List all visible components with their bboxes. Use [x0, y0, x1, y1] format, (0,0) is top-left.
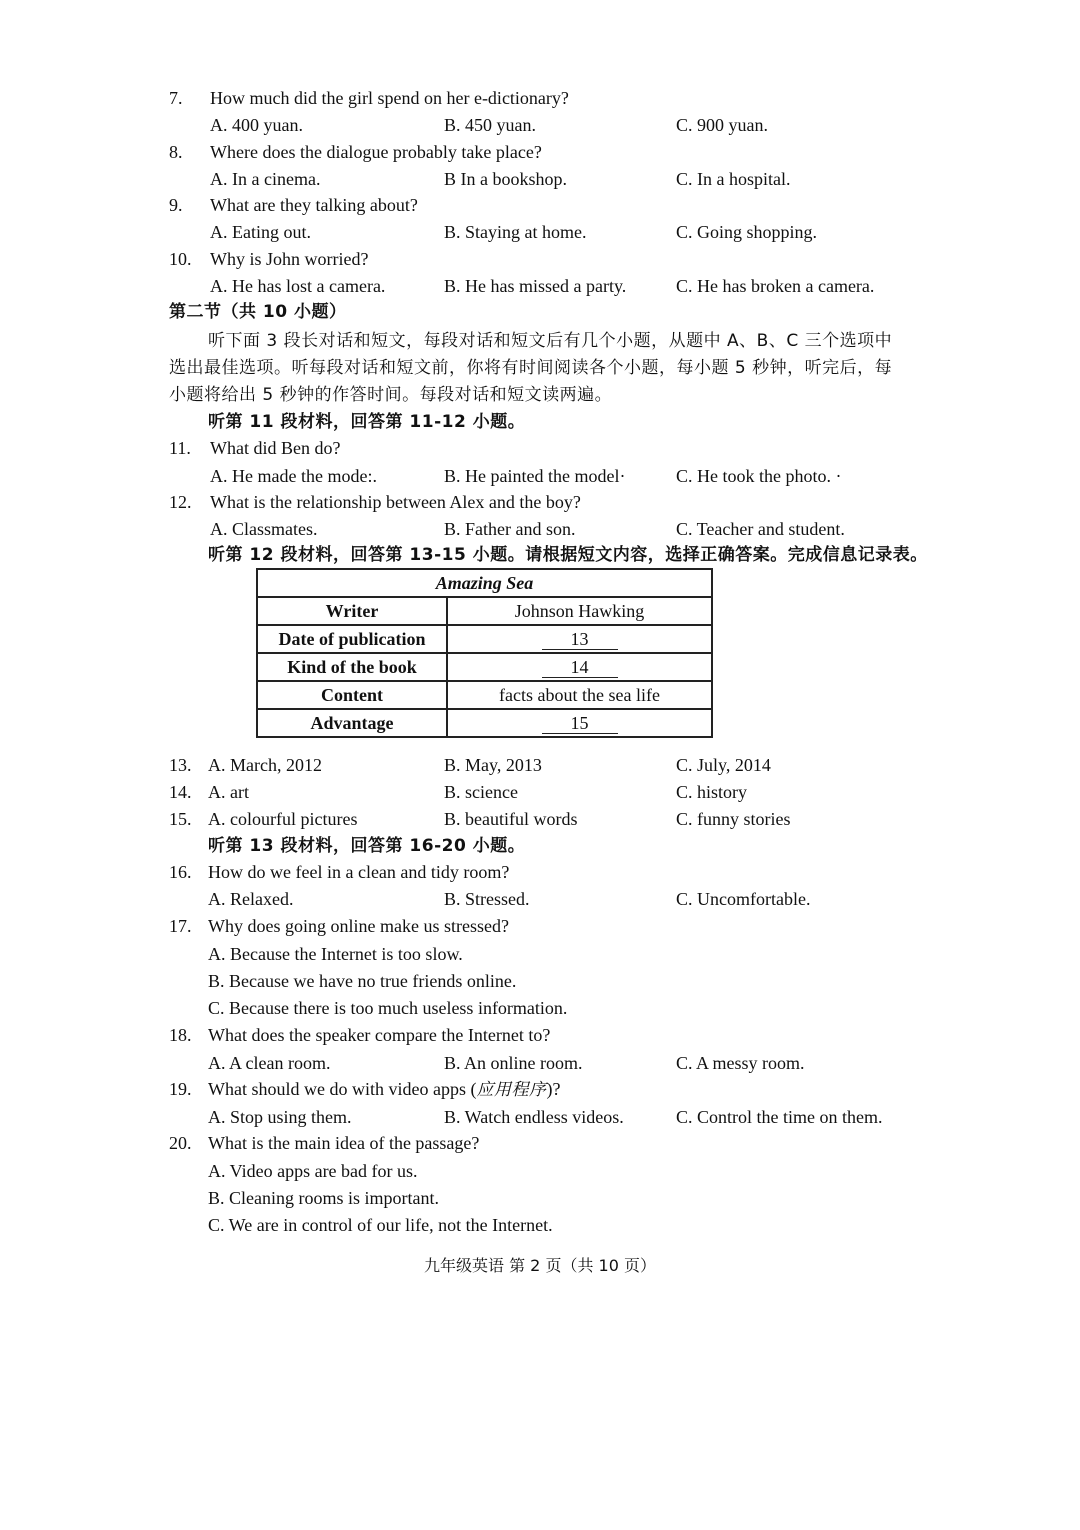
question-text: What did Ben do?	[210, 438, 341, 458]
option-a: A. 400 yuan.	[210, 115, 303, 135]
question-text: What does the speaker compare the Internet to?	[208, 1025, 551, 1045]
answer-blank: 14	[542, 657, 618, 678]
option-c: C. He has broken a camera.	[676, 276, 875, 296]
table-row	[257, 597, 712, 625]
table-title: Amazing Sea	[257, 569, 712, 597]
question-number: 9.	[169, 195, 183, 215]
option-c: C. history	[676, 782, 748, 802]
question-text: Where does the dialogue probably take place?	[210, 142, 542, 162]
option-c: C. 900 yuan.	[676, 115, 768, 135]
question-text-chinese: 应用程序	[476, 1080, 547, 1100]
question-number: 17.	[169, 916, 192, 936]
option-a: A. Video apps are bad for us.	[208, 1161, 418, 1181]
option-c: C. July, 2014	[676, 755, 771, 775]
option-a: A. In a cinema.	[210, 169, 321, 189]
option-a: A. Because the Internet is too slow.	[208, 944, 463, 964]
option-c: C. He took the photo. ·	[676, 466, 842, 486]
row-label: Kind of the book	[257, 653, 447, 681]
option-b: B. Father and son.	[444, 519, 576, 539]
question-number: 19.	[169, 1079, 192, 1099]
row-value-cell	[447, 709, 712, 737]
option-b: B. Staying at home.	[444, 222, 587, 242]
question-text: What is the relationship between Alex and the boy?	[210, 492, 581, 512]
row-label: Date of publication	[257, 625, 447, 653]
question-number: 7.	[169, 88, 183, 108]
question-text: Why does going online make us stressed?	[208, 916, 509, 936]
instruction-line: 选出最佳选项。听每段对话和短文前，你将有时间阅读各个小题，每小题 5 秒钟，听完后，每	[169, 358, 893, 378]
row-value: Johnson Hawking	[447, 597, 712, 625]
option-b: B. Stressed.	[444, 889, 530, 909]
question-text: What is the main idea of the passage?	[208, 1133, 480, 1153]
question-text: What are they talking about?	[210, 195, 418, 215]
option-b: B In a bookshop.	[444, 169, 567, 189]
option-a: A. Classmates.	[210, 519, 318, 539]
option-c: C. Teacher and student.	[676, 519, 845, 539]
info-record-table	[256, 568, 713, 738]
question-number: 8.	[169, 142, 183, 162]
option-a: A. He made the mode:.	[210, 466, 377, 486]
answer-blank: 15	[542, 713, 618, 734]
section-title: 第二节（共 10 小题）	[169, 302, 347, 322]
option-a: A. He has lost a camera.	[210, 276, 386, 296]
option-b: B. May, 2013	[444, 755, 542, 775]
question-number: 20.	[169, 1133, 192, 1153]
option-c: C. Because there is too much useless information.	[208, 998, 568, 1018]
instruction-line: 听下面 3 段长对话和短文，每段对话和短文后有几个小题，从题中 A、B、C 三个选项中	[208, 331, 893, 351]
row-label: Content	[257, 681, 447, 709]
option-a: A. March, 2012	[208, 755, 322, 775]
table-title-row	[257, 569, 712, 597]
question-text	[208, 1077, 560, 1102]
option-b: B. Watch endless videos.	[444, 1107, 624, 1127]
subsection-heading: 听第 11 段材料，回答第 11-12 小题。	[208, 412, 526, 432]
row-value-cell	[447, 625, 712, 653]
option-b: B. Because we have no true friends online.	[208, 971, 517, 991]
question-text: Why is John worried?	[210, 249, 369, 269]
row-label: Advantage	[257, 709, 447, 737]
question-number: 13.	[169, 755, 192, 775]
option-c: C. In a hospital.	[676, 169, 791, 189]
option-c: C. A messy room.	[676, 1053, 805, 1073]
page-footer: 九年级英语 第 2 页（共 10 页）	[424, 1256, 656, 1275]
row-value: facts about the sea life	[447, 681, 712, 709]
option-b: B. science	[444, 782, 518, 802]
option-b: B. 450 yuan.	[444, 115, 536, 135]
question-text-part: )?	[546, 1079, 561, 1099]
instruction-line: 小题将给出 5 秒钟的作答时间。每段对话和短文读两遍。	[169, 385, 613, 405]
option-c: C. funny stories	[676, 809, 791, 829]
row-label: Writer	[257, 597, 447, 625]
option-a: A. A clean room.	[208, 1053, 331, 1073]
table-row	[257, 625, 712, 653]
question-number: 12.	[169, 492, 192, 512]
option-a: A. Eating out.	[210, 222, 311, 242]
question-text: How do we feel in a clean and tidy room?	[208, 862, 510, 882]
option-b: B. He has missed a party.	[444, 276, 627, 296]
table-row	[257, 709, 712, 737]
option-c: C. Uncomfortable.	[676, 889, 811, 909]
option-a: A. Relaxed.	[208, 889, 294, 909]
option-a: A. colourful pictures	[208, 809, 358, 829]
question-number: 15.	[169, 809, 192, 829]
subsection-heading: 听第 13 段材料，回答第 16-20 小题。	[208, 836, 526, 856]
table-row	[257, 681, 712, 709]
row-value-cell	[447, 653, 712, 681]
question-number: 11.	[169, 438, 191, 458]
option-a: A. art	[208, 782, 249, 802]
question-number: 14.	[169, 782, 192, 802]
question-number: 16.	[169, 862, 192, 882]
option-c: C. Going shopping.	[676, 222, 818, 242]
question-number: 18.	[169, 1025, 192, 1045]
option-c: C. We are in control of our life, not the Internet.	[208, 1215, 553, 1235]
subsection-heading: 听第 12 段材料，回答第 13-15 小题。请根据短文内容，选择正确答案。完成信息记录表。	[208, 545, 928, 565]
answer-blank: 13	[542, 629, 618, 650]
question-number: 10.	[169, 249, 192, 269]
question-text: How much did the girl spend on her e-dictionary?	[210, 88, 569, 108]
option-b: B. He painted the model·	[444, 466, 626, 486]
option-a: A. Stop using them.	[208, 1107, 352, 1127]
table-row	[257, 653, 712, 681]
option-c: C. Control the time on them.	[676, 1107, 883, 1127]
option-b: B. Cleaning rooms is important.	[208, 1188, 439, 1208]
option-b: B. An online room.	[444, 1053, 583, 1073]
question-text-part: What should we do with video apps (	[208, 1079, 477, 1099]
option-b: B. beautiful words	[444, 809, 578, 829]
